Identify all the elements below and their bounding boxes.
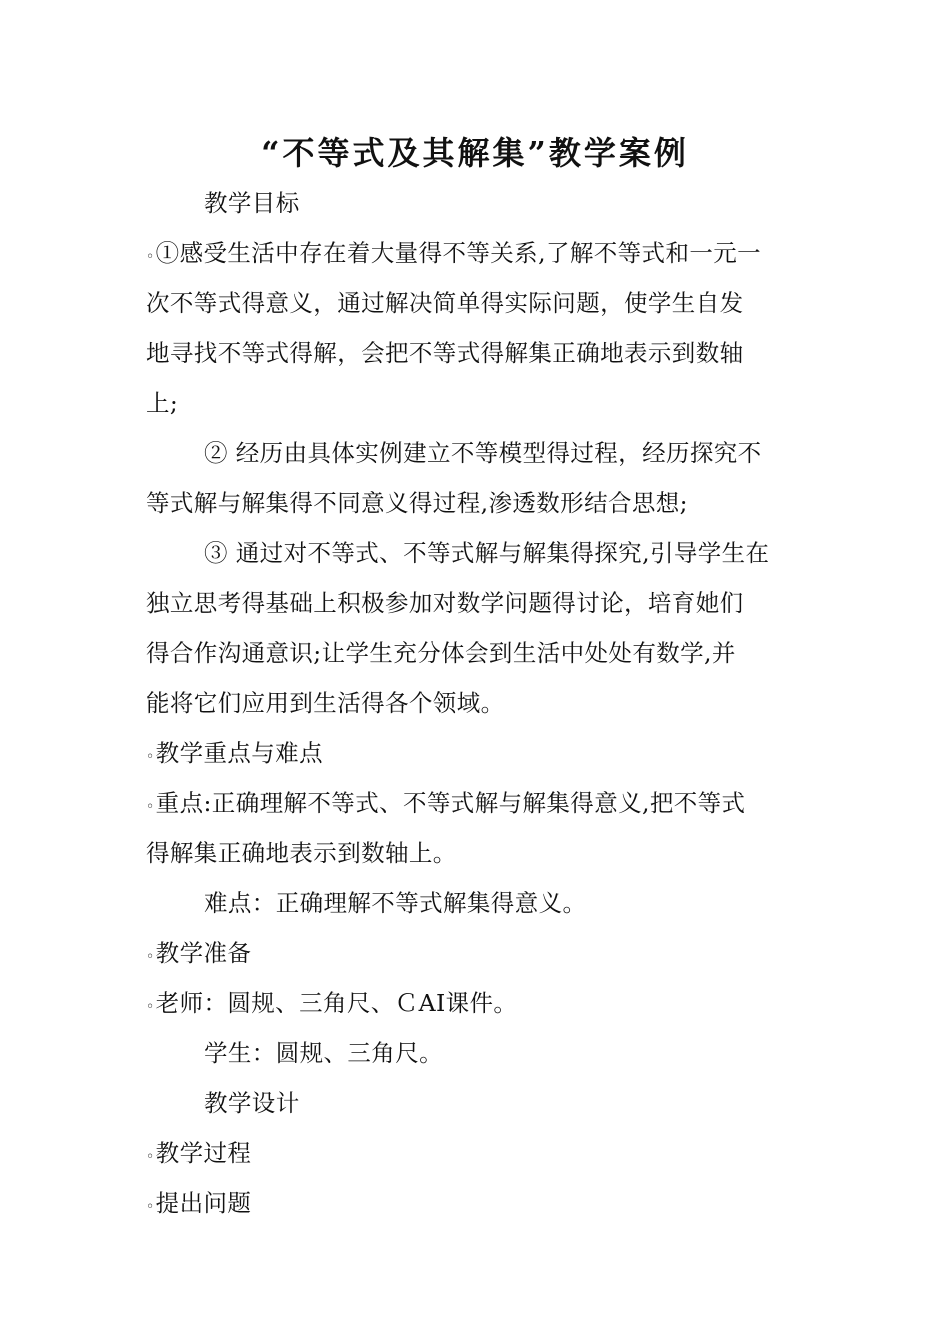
objective-3-line-1: ③ 通过对不等式、不等式解与解集得探究,引导学生在	[204, 539, 770, 567]
section-heading-question: ◦提出问题	[146, 1189, 252, 1217]
objective-3-line-3: 得合作沟通意识;让学生充分体会到生活中处处有数学,并	[146, 639, 736, 667]
objective-2-line-2: 等式解与解集得不同意义得过程,渗透数形结合思想;	[146, 489, 688, 517]
objective-1-line-4: 上;	[146, 389, 179, 417]
section-heading-design: 教学设计	[204, 1089, 300, 1117]
objective-1-line-2: 次不等式得意义，通过解决简单得实际问题，使学生自发	[146, 289, 744, 317]
bullet-mark: ◦	[146, 1199, 155, 1215]
bullet-mark: ◦	[146, 1149, 155, 1165]
objective-3-line-4: 能将它们应用到生活得各个领域。	[146, 689, 505, 717]
objective-2-line-1: ② 经历由具体实例建立不等模型得过程，经历探究不	[204, 439, 762, 467]
objective-1-line-1: ◦①感受生活中存在着大量得不等关系,了解不等式和一元一	[146, 239, 762, 267]
objective-1-line-3: 地寻找不等式得解，会把不等式得解集正确地表示到数轴	[146, 339, 744, 367]
teacher-preparation: ◦老师：圆规、三角尺、ＣAI课件。	[146, 989, 518, 1017]
objective-3-line-2: 独立思考得基础上积极参加对数学问题得讨论，培育她们	[146, 589, 744, 617]
key-point-line-1: ◦重点:正确理解不等式、不等式解与解集得意义,把不等式	[146, 789, 746, 817]
bullet-mark: ◦	[146, 949, 155, 965]
document-body	[146, 178, 816, 1228]
student-preparation: 学生：圆规、三角尺。	[204, 1039, 443, 1067]
bullet-mark: ◦	[146, 749, 155, 765]
difficulty-line: 难点：正确理解不等式解集得意义。	[204, 889, 587, 917]
bullet-mark: ◦	[146, 999, 155, 1015]
section-heading-preparation: ◦教学准备	[146, 939, 252, 967]
section-heading-objectives: 教学目标	[204, 189, 300, 217]
section-heading-process: ◦教学过程	[146, 1139, 252, 1167]
bullet-mark: ◦	[146, 249, 155, 265]
section-heading-key-points: ◦教学重点与难点	[146, 739, 323, 767]
key-point-line-2: 得解集正确地表示到数轴上。	[146, 839, 457, 867]
bullet-mark: ◦	[146, 799, 155, 815]
document-title: “不等式及其解集”教学案例	[261, 134, 689, 172]
